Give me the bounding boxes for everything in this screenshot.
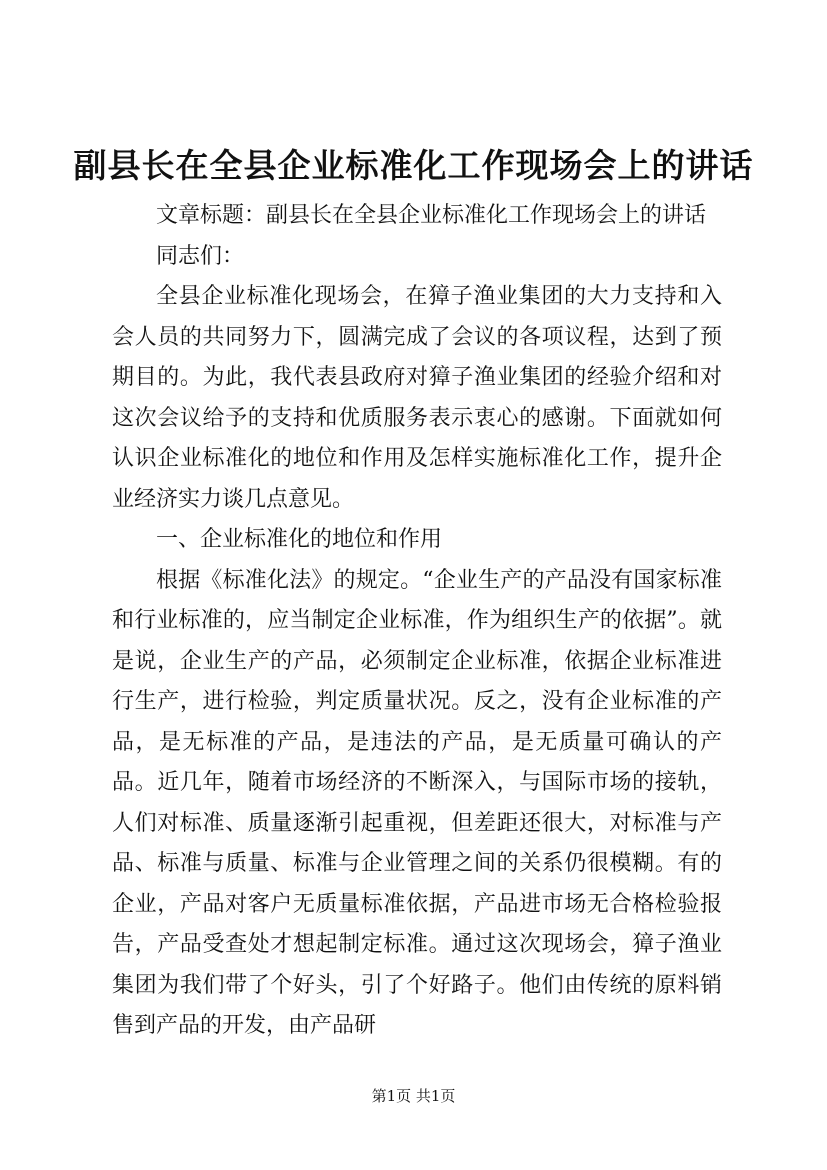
section-heading: 一、企业标准化的地位和作用: [156, 527, 443, 552]
document-body: [112, 196, 722, 1047]
paragraph-article-title: 文章标题：副县长在全县企业标准化工作现场会上的讲话: [156, 203, 707, 228]
document-title: 副县长在全县企业标准化工作现场会上的讲话: [73, 146, 754, 185]
paragraph-section-body: 根据《标准化法》的规定。“企业生产的产品没有国家标准和行业标准的，应当制定企业标准，作为组织生产的依据”。就是说，企业生产的产品，必须制定企业标准，依据企业标准进行生产，进行检验，判定质量状况。反之，没有企业标准的产品，是无标准的产品，是违法的产品，是无质量可确认的产品。近几年，随着市场经济的不断深入，与国际市场的接轨，人们对标准、质量逐渐引起重视，但差距还很大，对标准与产品、标准与质量、标准与企业管理之间的关系仍很模糊。有的企业，产品对客户无质量标准依据，产品进市场无合格检验报告，产品受查处才想起制定标准。通过这次现场会，獐子渔业集团为我们带了个好头，引了个好路子。他们由传统的原料销售到产品的开发，由产品研: [112, 567, 722, 1038]
paragraph-salutation: 同志们：: [156, 243, 245, 269]
paragraph-intro: 全县企业标准化现场会，在獐子渔业集团的大力支持和入会人员的共同努力下，圆满完成了会议的各项议程，达到了预期目的。为此，我代表县政府对獐子渔业集团的经验介绍和对这次会议给予的支持和优质服务表示衷心的感谢。下面就如何认识企业标准化的地位和作用及怎样实施标准化工作，提升企业经济实力谈几点意见。: [112, 284, 722, 512]
page-footer: 第1页 共1页: [371, 1087, 456, 1105]
